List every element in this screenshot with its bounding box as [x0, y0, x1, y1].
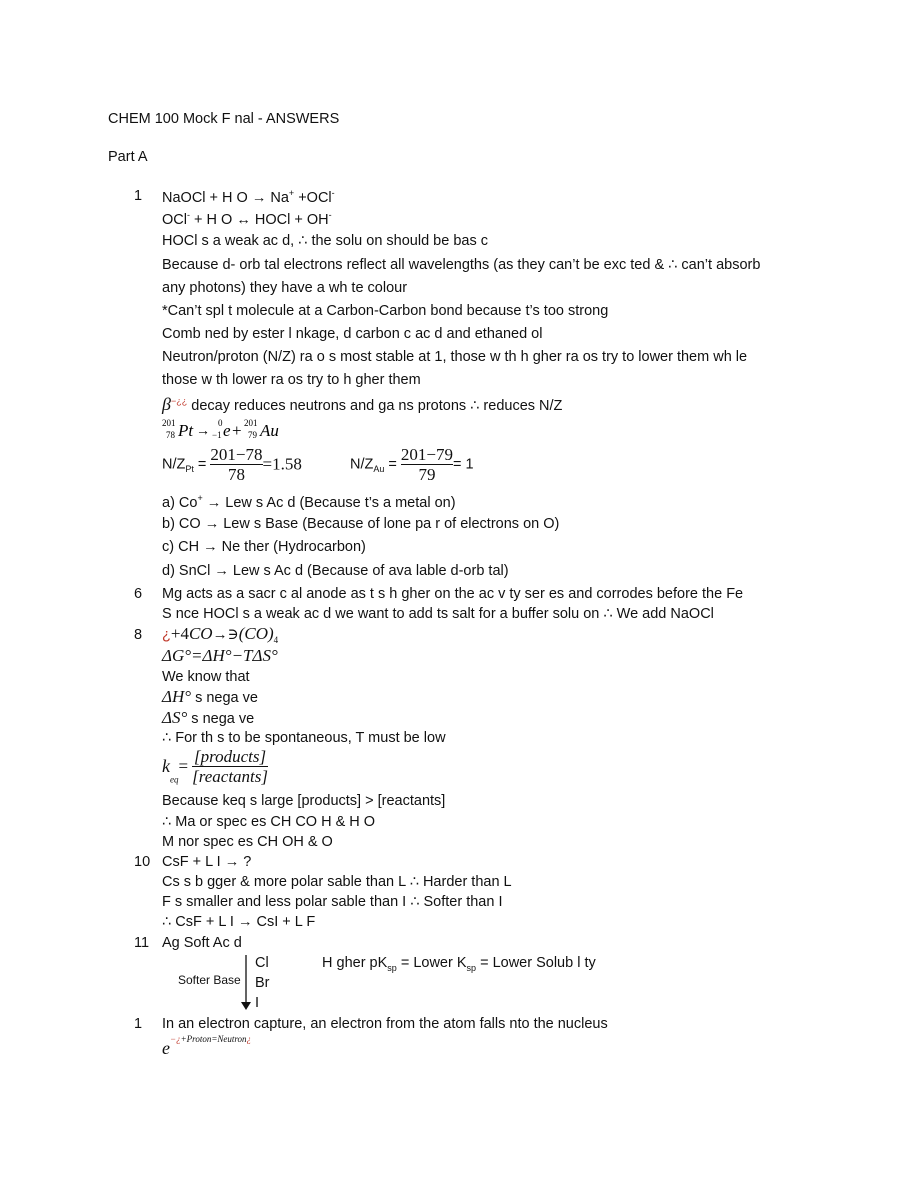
svg-text:e: e: [223, 421, 231, 440]
answer-line: ΔH° s nega ve: [162, 687, 258, 706]
answer-line: ∴ CsF + L I → CsI + L F: [162, 914, 316, 930]
answer-line: Because keq s large [products] > [reactants]: [162, 793, 446, 809]
answer-line: Comb ned by ester l nkage, d carbon c ac d and ethaned ol: [162, 326, 543, 342]
answer-line: CsF + L I → ?: [162, 854, 252, 870]
svg-text:79: 79: [248, 430, 257, 440]
answer-line: ΔS° s nega ve: [162, 708, 255, 727]
answer-line: b) CO → Lew s Base (Because of lone pa r of electrons on O): [162, 516, 560, 532]
softer-base-label: Softer Base: [178, 973, 241, 987]
document-title: CHEM 100 Mock F nal - ANSWERS: [108, 111, 340, 127]
answer-line: *Can’t spl t molecule at a Carbon-Carbon bond because t’s too strong: [162, 303, 609, 319]
answer-line: any photons) they have a wh te colour: [162, 280, 408, 296]
nuclear-equation: [162, 418, 302, 446]
question-number: 1: [134, 1016, 143, 1032]
answer-line: OCl- + H O ↔ HOCl + OH-: [162, 210, 332, 228]
answer-line: We know that: [162, 669, 250, 685]
answer-line: M nor spec es CH OH & O: [162, 834, 333, 850]
answer-line: c) CH → Ne ther (Hydrocarbon): [162, 539, 366, 555]
answer-line: d) SnCl → Lew s Ac d (Because of ava lable d-orb tal): [162, 563, 509, 579]
question-number: 1: [134, 188, 143, 204]
question-number: 8: [134, 627, 143, 643]
svg-text:Au: Au: [260, 421, 279, 440]
answer-line: Ag Soft Ac d: [162, 935, 242, 951]
part-heading: Part A: [108, 149, 148, 165]
halide-i: I: [255, 995, 260, 1011]
halide-cl: Cl: [255, 955, 269, 971]
keq-fraction: $\frac{\text{[products]}}{\text{[reactants]}}$: [192, 747, 268, 786]
answer-line: Mg acts as a sacr c al anode as t s h gher on the ac v ty ser es and corrodes before the Fe: [162, 586, 744, 602]
answer-line: Because d- orb tal electrons reflect all wavelengths (as they can’t be exc ted & ∴ can’t absorb: [162, 257, 761, 273]
svg-text:→: →: [196, 424, 210, 439]
nuclear-equation-formula: [162, 418, 302, 442]
nz-au-fraction: $\frac{201-79}{79}$: [400, 445, 453, 484]
carbonyl-equation: ¿$+4CO\to∋(CO)_4$: [162, 624, 279, 645]
answer-line: HOCl s a weak ac d, ∴ the solu on should be bas c: [162, 233, 488, 249]
svg-text:Pt: Pt: [178, 421, 194, 440]
svg-text:201: 201: [162, 418, 176, 428]
keq-expression: $k_{eq}=$ $\frac{\text{[products]}}{\text{[reactants]}}$: [162, 747, 268, 786]
question-number: 6: [134, 586, 143, 602]
question-number: 10: [134, 854, 151, 870]
solubility-note: H gher $pK_{sp}$ = Lower $K_{sp}$ = Lower Solub l ty: [322, 955, 596, 973]
answer-line: those w th lower ra os try to h gher them: [162, 372, 421, 388]
gibbs-equation: ΔG°=ΔH°−TΔS°: [162, 646, 278, 665]
svg-text:201: 201: [244, 418, 258, 428]
svg-text:+: +: [232, 421, 242, 440]
answer-line: S nce HOCl s a weak ac d we want to add ts salt for a buffer solu on ∴ We add NaOCl: [162, 606, 714, 622]
answer-line: In an electron capture, an electron from the atom falls nto the nucleus: [162, 1016, 608, 1032]
svg-text:78: 78: [166, 430, 175, 440]
answer-line: F s smaller and less polar sable than I ∴ Softer than I: [162, 894, 503, 910]
nz-ratio-au: $N/Z_{Au}$ = $\frac{201-79}{79}$ = 1: [350, 445, 474, 484]
svg-text:−1: −1: [212, 430, 222, 440]
answer-line: ∴ For th s to be spontaneous, T must be low: [162, 730, 446, 746]
answer-line: ∴ Ma or spec es CH CO H & H O: [162, 814, 376, 830]
svg-text:0: 0: [218, 418, 223, 428]
answer-line: Cs s b gger & more polar sable than L ∴ Harder than L: [162, 874, 512, 890]
electron-capture-equation: $e^{-¿+Proton=Neutron¿}$: [162, 1034, 252, 1058]
beta-decay-line: β−¿¿ decay reduces neutrons and ga ns protons ∴ reduces N/Z: [162, 394, 563, 414]
answer-line: Neutron/proton (N/Z) ra o s most stable at 1, those w th h gher ra os try to lower them wh le: [162, 349, 748, 365]
answer-line: NaOCl + H O → Na+ +OCl-: [162, 188, 335, 206]
answer-line: a) Co+ → Lew s Ac d (Because t’s a metal on): [162, 493, 456, 511]
halide-br: Br: [255, 975, 270, 991]
question-number: 11: [134, 935, 150, 951]
nz-ratio-pt: $N/Z_{Pt}$ = $\frac{201-78}{78}$ =1.58: [162, 445, 302, 484]
softer-base-arrow-icon: [241, 955, 251, 1011]
nz-pt-fraction: $\frac{201-78}{78}$: [210, 445, 263, 484]
